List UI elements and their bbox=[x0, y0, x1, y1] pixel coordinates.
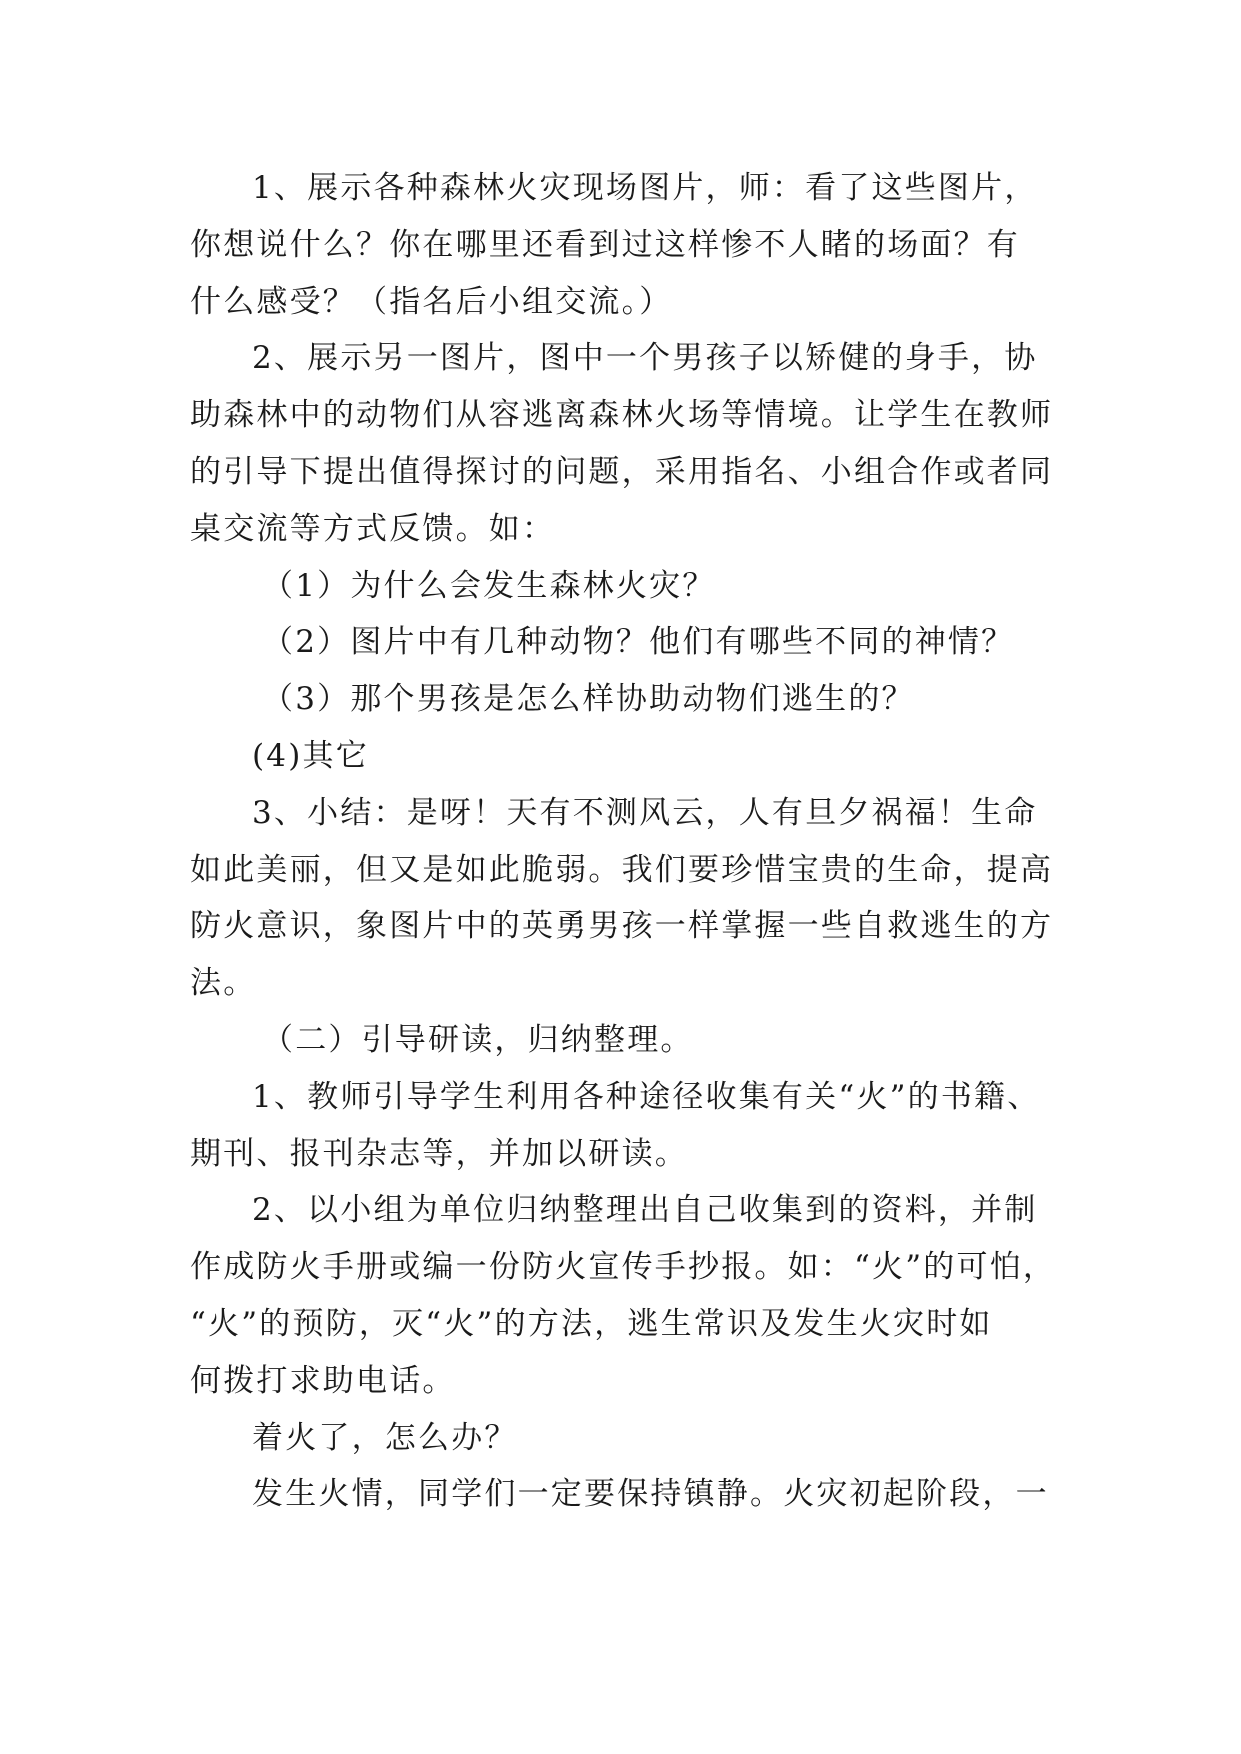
paragraph-line: 2、展示另一图片，图中一个男孩子以矫健的身手，协 bbox=[252, 340, 1038, 377]
paragraph-line: 的引导下提出值得探讨的问题，采用指名、小组合作或者同 bbox=[190, 453, 1054, 490]
paragraph-line: 1、教师引导学生利用各种途径收集有关“火”的书籍、 bbox=[252, 1078, 1041, 1115]
question-line: (4)其它 bbox=[252, 737, 369, 774]
paragraph-line: “火”的预防，灭“火”的方法，逃生常识及发生火灾时如 bbox=[190, 1305, 993, 1342]
section-heading: （二）引导研读，归纳整理。 bbox=[262, 1021, 694, 1058]
question-line: （1）为什么会发生森林火灾？ bbox=[262, 567, 716, 604]
paragraph-line: 桌交流等方式反馈。如： bbox=[190, 510, 556, 547]
paragraph-line: 作成防火手册或编一份防火宣传手抄报。如：“火”的可怕， bbox=[190, 1249, 1057, 1286]
paragraph-line: 如此美丽，但又是如此脆弱。我们要珍惜宝贵的生命，提高 bbox=[190, 851, 1054, 888]
paragraph-line: 何拨打求助电话。 bbox=[190, 1362, 456, 1399]
paragraph-line: 2、以小组为单位归纳整理出自己收集到的资料，并制 bbox=[252, 1192, 1038, 1229]
question-line: （3）那个男孩是怎么样协助动物们逃生的？ bbox=[262, 681, 915, 718]
document-body bbox=[190, 160, 1090, 1523]
paragraph-line: 你想说什么？你在哪里还看到过这样惨不人睹的场面？有 bbox=[190, 226, 1020, 263]
paragraph-line: 发生火情，同学们一定要保持镇静。火灾初起阶段，一 bbox=[252, 1476, 1049, 1513]
paragraph-line: 法。 bbox=[190, 965, 257, 1002]
paragraph-line: 什么感受？（指名后小组交流。） bbox=[190, 283, 673, 320]
paragraph-line: 期刊、报刊杂志等，并加以研读。 bbox=[190, 1135, 688, 1172]
paragraph-line: 3、小结：是呀！天有不测风云，人有旦夕祸福！生命 bbox=[252, 794, 1038, 831]
paragraph-line: 着火了，怎么办？ bbox=[252, 1419, 518, 1456]
question-line: （2）图片中有几种动物？他们有哪些不同的神情？ bbox=[262, 624, 1015, 661]
paragraph-line: 助森林中的动物们从容逃离森林火场等情境。让学生在教师 bbox=[190, 397, 1054, 434]
paragraph-line: 防火意识，象图片中的英勇男孩一样掌握一些自救逃生的方 bbox=[190, 908, 1054, 945]
paragraph-line: 1、展示各种森林火灾现场图片，师：看了这些图片， bbox=[252, 170, 1038, 206]
